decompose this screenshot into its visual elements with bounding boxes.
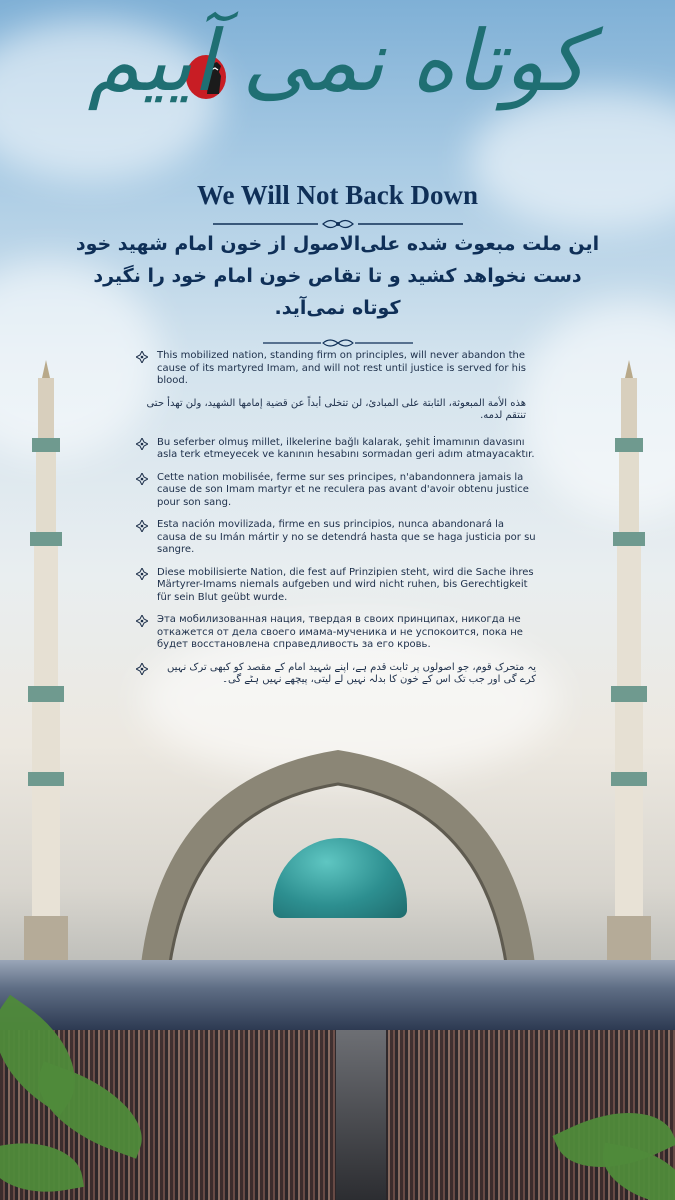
title-farsi: کوتاه نمی آییم [87,12,588,110]
paragraph-russian [136,614,536,652]
paragraph-text: This mobilized nation, standing firm on principles, will never abandon the cause of its martyred Imam, and will not rest until justice is served for his blood. [157,350,526,386]
ornament-bullet-icon [136,615,148,627]
walkway [336,1030,386,1200]
ornament-bullet-icon [136,473,148,485]
stage [0,960,675,1030]
multilingual-paragraphs [136,350,536,687]
minaret-right [603,360,655,960]
farsi-line: کوتاه نمی‌آید. [274,297,401,319]
ornament-bullet-icon [136,663,148,675]
paragraph-text: Diese mobilisierte Nation, die fest auf Prinzipien steht, wird die Sache ihres Märtyrer-Imams niemals aufgeben und wird nicht ruhen, bis Gerechtigkeit für sein Blut geübt wurde. [157,566,534,603]
paragraph-text: Bu seferber olmuş millet, ilkelerine bağlı kalarak, şehit İmamının davasını asla terk etmeyecek ve kanının hesabını sormadan geri adım atmayacaktır. [157,436,535,460]
paragraph-german [136,567,536,605]
farsi-line: دست نخواهد کشید و تا تقاص خون امام خود را نگیرد [93,265,582,287]
paragraph-arabic [136,398,536,423]
paragraph-english [136,350,536,388]
paragraph-text: Esta nación movilizada, firme en sus principios, nunca abandonará la causa de su Imán mártir y no se detendrá hasta que se haga justicia por su sangre. [157,519,536,555]
paragraph-turkish [136,437,536,462]
farsi-line: این ملت مبعوث شده علی‌الاصول از خون امام شهید خود [75,233,600,255]
ornament-bullet-icon [136,438,148,450]
ornament-bullet-icon [136,568,148,580]
paragraph-text: Cette nation mobilisée, ferme sur ses principes, n'abandonnera jamais la cause de son Imam martyr et ne reculera pas avant d'avoir obtenu justice pour son sang. [157,471,529,508]
paragraph-text: Эта мобилизованная нация, твердая в своих принципах, никогда не откажется от дела своего имама-мученика и не успокоится, пока не будет восстановлена справедливость за его кровь. [157,614,523,650]
paragraph-spanish [136,519,536,557]
paragraph-french [136,472,536,510]
minaret-left [20,360,72,960]
title-english: We Will Not Back Down [196,180,479,210]
paragraph-urdu [136,662,536,687]
ornament-divider-icon [263,336,413,350]
paragraph-text: هذه الأمة المبعوثة، الثابتة على المبادئ، لن تتخلى أبداً عن قضية إمامها الشهيد، ولن تهدأ حتى تنتقم لدمه. [146,397,526,421]
farsi-statement [60,228,615,324]
ornament-bullet-icon [136,520,148,532]
ornament-bullet-icon [136,351,148,363]
paragraph-text: یہ متحرک قوم، جو اصولوں پر ثابت قدم ہے، اپنے شہید امام کے مقصد کو کبھی ترک نہیں کرے گی اور جب تک اس کے خون کا بدلہ نہیں لے لیتی، پیچھے نہیں ہٹے گی۔ [166,661,536,685]
